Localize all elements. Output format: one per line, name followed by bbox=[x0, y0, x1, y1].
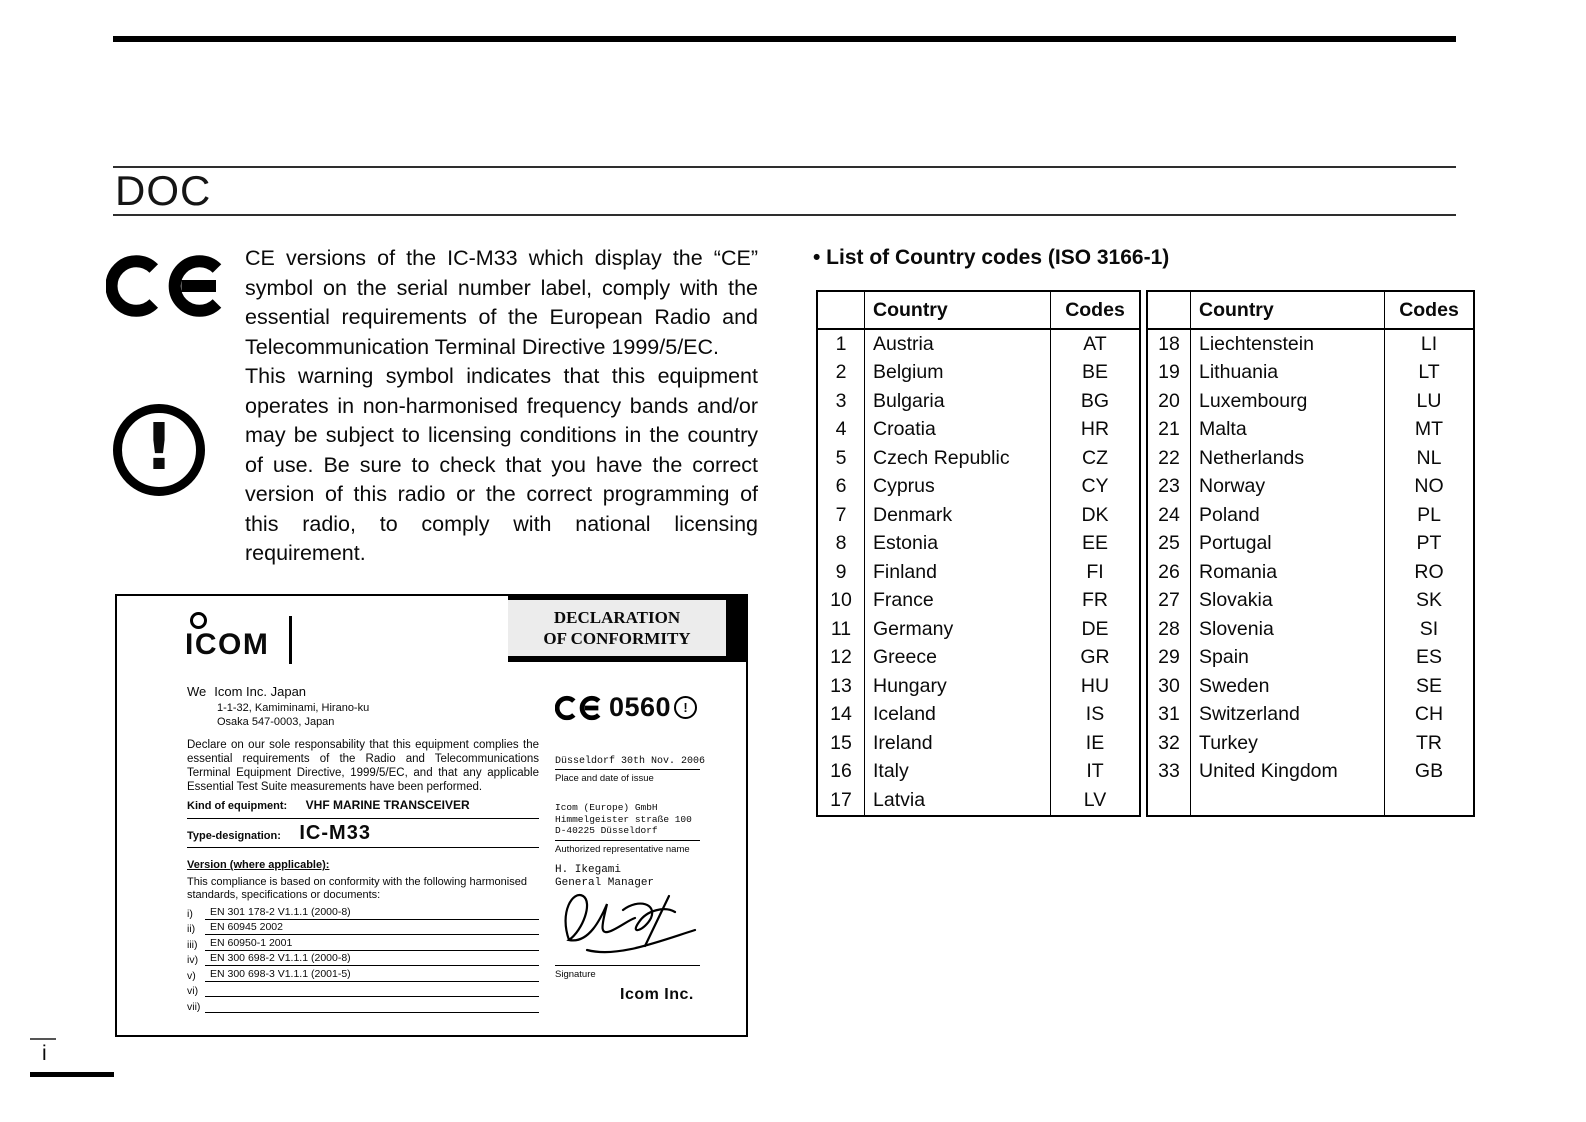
representative-line3: D-40225 Düsseldorf bbox=[555, 825, 658, 836]
type-designation-row bbox=[187, 822, 539, 848]
country-row bbox=[817, 329, 1140, 359]
cell-code: DK bbox=[1081, 503, 1109, 526]
standard-index: iv) bbox=[187, 954, 199, 966]
cell-country: Sweden bbox=[1191, 672, 1385, 701]
cell-code: NL bbox=[1416, 446, 1442, 469]
cell-country: Liechtenstein bbox=[1191, 329, 1385, 359]
cell-code: DE bbox=[1081, 617, 1109, 640]
cell-num: 17 bbox=[830, 788, 852, 811]
standard-text: EN 301 178-2 V1.1.1 (2000-8) bbox=[205, 906, 539, 920]
column-header-num bbox=[817, 291, 865, 329]
cell-country: Italy bbox=[865, 758, 1051, 787]
country-row bbox=[1147, 672, 1474, 701]
cell-code: GR bbox=[1080, 646, 1110, 669]
country-row bbox=[1147, 387, 1474, 416]
standard-text: EN 60950-1 2001 bbox=[205, 937, 539, 951]
country-row bbox=[817, 729, 1140, 758]
country-row bbox=[817, 672, 1140, 701]
type-designation-label: Type-designation: bbox=[187, 830, 281, 842]
icom-logo-ring-icon bbox=[190, 612, 207, 629]
cell-country: Switzerland bbox=[1191, 701, 1385, 730]
standard-index: vii) bbox=[187, 1000, 201, 1013]
cell-country: Czech Republic bbox=[865, 444, 1051, 473]
alert-symbol-icon: ! bbox=[674, 696, 697, 719]
cell-num: 10 bbox=[830, 589, 852, 612]
cell-num: 25 bbox=[1158, 532, 1180, 555]
country-row bbox=[1147, 473, 1474, 502]
declaration-title-banner bbox=[508, 596, 746, 662]
cell-code bbox=[1385, 786, 1475, 816]
cell-code: GB bbox=[1414, 760, 1444, 783]
signer-title: General Manager bbox=[555, 876, 655, 889]
country-row bbox=[817, 701, 1140, 730]
ce-mark-icon bbox=[106, 240, 238, 332]
standard-row bbox=[187, 935, 539, 951]
type-designation-value: IC-M33 bbox=[299, 822, 371, 844]
signature-line bbox=[555, 965, 700, 966]
cell-country: Denmark bbox=[865, 501, 1051, 530]
cell-code: HR bbox=[1080, 418, 1110, 441]
cell-code: AT bbox=[1083, 332, 1107, 355]
column-header-country: Country bbox=[1191, 291, 1385, 329]
cell-num: 6 bbox=[835, 475, 847, 498]
cell-country: Portugal bbox=[1191, 530, 1385, 559]
country-row bbox=[1147, 615, 1474, 644]
cell-country: Finland bbox=[865, 558, 1051, 587]
cell-code: ES bbox=[1415, 646, 1442, 669]
cell-num: 22 bbox=[1158, 446, 1180, 469]
cell-code: PT bbox=[1416, 532, 1442, 555]
cell-code: RO bbox=[1414, 560, 1444, 583]
cell-num: 32 bbox=[1158, 731, 1180, 754]
country-row bbox=[1147, 558, 1474, 587]
issuer-line bbox=[187, 684, 306, 699]
issuer-intro: We bbox=[187, 684, 207, 699]
country-row bbox=[1147, 501, 1474, 530]
standard-row bbox=[187, 966, 539, 982]
country-row bbox=[1147, 329, 1474, 359]
top-rule bbox=[113, 36, 1456, 42]
standards-list bbox=[187, 904, 539, 1013]
cell-num: 19 bbox=[1158, 361, 1180, 384]
cell-country: Cyprus bbox=[865, 473, 1051, 502]
cell-code: MT bbox=[1414, 418, 1444, 441]
standard-row bbox=[187, 920, 539, 936]
cell-num: 11 bbox=[830, 617, 852, 640]
cell-country: Lithuania bbox=[1191, 359, 1385, 388]
cell-num: 29 bbox=[1158, 646, 1180, 669]
section-header bbox=[113, 166, 1456, 216]
column-header-codes: Codes bbox=[1385, 291, 1475, 329]
header-row bbox=[817, 291, 1140, 329]
warning-icon bbox=[113, 404, 205, 496]
icom-logo-text: ICOM bbox=[185, 628, 270, 661]
version-label: Version (where applicable): bbox=[187, 859, 330, 871]
column-header-country: Country bbox=[865, 291, 1051, 329]
declaration-title-line1: DECLARATION bbox=[553, 608, 681, 627]
cell-country: Austria bbox=[865, 329, 1051, 359]
cell-num: 33 bbox=[1158, 760, 1180, 783]
country-table-left bbox=[816, 290, 1141, 817]
representative-block bbox=[555, 802, 700, 841]
cell-country: Romania bbox=[1191, 558, 1385, 587]
cell-country: Greece bbox=[865, 644, 1051, 673]
icom-logo bbox=[185, 612, 303, 666]
standard-index: vi) bbox=[187, 985, 199, 997]
country-row bbox=[1147, 701, 1474, 730]
country-row bbox=[1147, 444, 1474, 473]
icom-logo-bar bbox=[289, 616, 292, 664]
cell-code: LV bbox=[1083, 788, 1107, 811]
standard-text: EN 300 698-3 V1.1.1 (2001-5) bbox=[205, 968, 539, 982]
footer-rule bbox=[30, 1072, 114, 1077]
signature-scribble bbox=[553, 880, 705, 964]
footer-tick bbox=[30, 1038, 56, 1040]
representative-line1: Icom (Europe) GmbH bbox=[555, 802, 658, 813]
standard-text bbox=[205, 995, 539, 997]
page-number: i bbox=[42, 1042, 47, 1065]
cell-code: PL bbox=[1417, 503, 1441, 526]
standard-index: v) bbox=[187, 969, 196, 982]
cell-num: 26 bbox=[1158, 560, 1180, 583]
ce-paragraph: CE versions of the IC-M33 which display the “CE” symbol on the serial number label, comply with the essential requirements of the European Radio and Telecommunication Terminal Directive 1999/5/EC. bbox=[245, 246, 758, 359]
country-row bbox=[817, 416, 1140, 445]
issuer-address bbox=[217, 702, 369, 729]
cell-num: 2 bbox=[835, 361, 847, 384]
cell-num: 24 bbox=[1158, 503, 1180, 526]
representative-line2: Himmelgeister straße 100 bbox=[555, 813, 692, 825]
cell-code: NO bbox=[1414, 475, 1444, 498]
kind-of-equipment-label: Kind of equipment: bbox=[187, 800, 288, 812]
cell-num: 4 bbox=[835, 418, 847, 441]
declaration-statement: Declare on our sole responsability that this equipment complies the essential requirements of the Radio and Telecommunications Terminal Equipment Directive, 1999/5/EC, and that any applicable Essential Test Suite measurements have been performed. bbox=[187, 739, 539, 793]
cell-code: TR bbox=[1416, 731, 1442, 754]
cell-country: Luxembourg bbox=[1191, 387, 1385, 416]
cell-country: Ireland bbox=[865, 729, 1051, 758]
cell-code: EE bbox=[1081, 532, 1108, 555]
cell-country bbox=[1191, 786, 1385, 816]
cell-code: SK bbox=[1415, 589, 1442, 612]
cell-country: Hungary bbox=[865, 672, 1051, 701]
country-row bbox=[817, 558, 1140, 587]
declaration-document bbox=[115, 594, 748, 1037]
cell-num: 8 bbox=[835, 532, 847, 555]
representative-label: Authorized representative name bbox=[555, 844, 690, 855]
country-row bbox=[817, 587, 1140, 616]
cell-num bbox=[1147, 786, 1191, 816]
cell-num: 9 bbox=[835, 560, 847, 583]
standard-text: EN 60945 2002 bbox=[205, 921, 539, 935]
cell-code: CZ bbox=[1082, 446, 1108, 469]
cell-num: 20 bbox=[1158, 389, 1180, 412]
cell-code: LT bbox=[1418, 361, 1440, 384]
place-and-date-label: Place and date of issue bbox=[555, 773, 654, 784]
country-codes-table bbox=[816, 290, 1475, 817]
cell-country: Latvia bbox=[865, 786, 1051, 816]
cell-country: United Kingdom bbox=[1191, 758, 1385, 787]
cell-country: Belgium bbox=[865, 359, 1051, 388]
cell-num: 12 bbox=[830, 646, 852, 669]
cell-code: HU bbox=[1080, 674, 1110, 697]
cell-num: 1 bbox=[835, 332, 847, 355]
standard-index: ii) bbox=[187, 923, 196, 935]
country-row bbox=[817, 644, 1140, 673]
cell-country: Croatia bbox=[865, 416, 1051, 445]
warning-paragraph: This warning symbol indicates that this equipment operates in non-harmonised frequency bands and/or may be subject to licensing conditions in the country of use. Be sure to check that you have the correct version of this radio or the correct programming of this radio, to comply with national licensing requirement. bbox=[245, 364, 758, 565]
cell-num: 5 bbox=[835, 446, 847, 469]
country-row bbox=[1147, 786, 1474, 816]
cell-country: Slovakia bbox=[1191, 587, 1385, 616]
ce-mark-small-icon bbox=[555, 695, 607, 721]
kind-of-equipment-value: VHF MARINE TRANSCEIVER bbox=[305, 798, 470, 812]
cell-code: FR bbox=[1082, 589, 1108, 612]
country-row bbox=[817, 758, 1140, 787]
country-row bbox=[817, 473, 1140, 502]
cell-country: Malta bbox=[1191, 416, 1385, 445]
cell-country: Iceland bbox=[865, 701, 1051, 730]
cell-num: 27 bbox=[1158, 589, 1180, 612]
standard-row bbox=[187, 982, 539, 998]
cell-country: Slovenia bbox=[1191, 615, 1385, 644]
icom-inc-mark: Icom Inc. bbox=[620, 986, 694, 1003]
country-codes-heading: • List of Country codes (ISO 3166-1) bbox=[813, 246, 1170, 269]
cell-country: Spain bbox=[1191, 644, 1385, 673]
cell-code: LI bbox=[1420, 332, 1438, 355]
place-and-date: Düsseldorf 30th Nov. 2006 bbox=[555, 756, 700, 770]
cell-code: BE bbox=[1081, 361, 1108, 384]
cell-code: IT bbox=[1086, 760, 1104, 783]
country-row bbox=[1147, 359, 1474, 388]
country-row bbox=[1147, 416, 1474, 445]
notified-body-number: 0560 bbox=[609, 692, 672, 722]
column-header-codes: Codes bbox=[1051, 291, 1141, 329]
cell-num: 18 bbox=[1158, 332, 1180, 355]
standard-row bbox=[187, 951, 539, 967]
cell-country: Germany bbox=[865, 615, 1051, 644]
declaration-title bbox=[508, 600, 726, 656]
cell-country: Turkey bbox=[1191, 729, 1385, 758]
cell-code: LU bbox=[1416, 389, 1442, 412]
country-row bbox=[817, 530, 1140, 559]
issuer-name: Icom Inc. Japan bbox=[214, 684, 307, 699]
declaration-title-line2: OF CONFORMITY bbox=[543, 629, 691, 648]
signature-label: Signature bbox=[555, 969, 596, 980]
country-row bbox=[1147, 758, 1474, 787]
cell-num: 23 bbox=[1158, 475, 1180, 498]
cell-num: 16 bbox=[830, 760, 852, 783]
cell-code: BG bbox=[1080, 389, 1110, 412]
country-row bbox=[1147, 587, 1474, 616]
cell-country: Poland bbox=[1191, 501, 1385, 530]
cell-num: 21 bbox=[1158, 418, 1180, 441]
country-table-right bbox=[1146, 290, 1475, 817]
country-row bbox=[817, 501, 1140, 530]
cell-code: SE bbox=[1415, 674, 1442, 697]
cell-code: IS bbox=[1085, 703, 1105, 726]
cell-code: IE bbox=[1085, 731, 1105, 754]
cell-num: 7 bbox=[835, 503, 847, 526]
cell-code: SI bbox=[1419, 617, 1439, 640]
country-row bbox=[1147, 644, 1474, 673]
page-title: DOC bbox=[115, 167, 212, 214]
compliance-intro: This compliance is based on conformity with the following harmonised standards, specifications or documents: bbox=[187, 876, 527, 901]
header-row bbox=[1147, 291, 1474, 329]
cell-code: FI bbox=[1086, 560, 1104, 583]
standard-index: iii) bbox=[187, 938, 198, 951]
issuer-address-line1: 1-1-32, Kamiminami, Hirano-ku bbox=[217, 702, 370, 714]
country-row bbox=[1147, 729, 1474, 758]
cell-num: 31 bbox=[1158, 703, 1180, 726]
country-row bbox=[817, 444, 1140, 473]
cell-country: Bulgaria bbox=[865, 387, 1051, 416]
cell-country: France bbox=[865, 587, 1051, 616]
cell-num: 14 bbox=[830, 703, 852, 726]
standard-index: i) bbox=[187, 907, 193, 920]
country-row bbox=[817, 387, 1140, 416]
standard-row bbox=[187, 997, 539, 1013]
cell-num: 30 bbox=[1158, 674, 1180, 697]
country-row bbox=[817, 359, 1140, 388]
cell-country: Netherlands bbox=[1191, 444, 1385, 473]
country-row bbox=[817, 615, 1140, 644]
cell-code: CY bbox=[1081, 475, 1109, 498]
cell-num: 28 bbox=[1158, 617, 1180, 640]
warning-exclamation: ! bbox=[144, 410, 174, 485]
standard-row bbox=[187, 904, 539, 920]
intro-text bbox=[245, 244, 758, 569]
column-header-num bbox=[1147, 291, 1191, 329]
ce-approval-mark bbox=[555, 692, 697, 723]
country-row bbox=[1147, 530, 1474, 559]
issuer-address-line2: Osaka 547-0003, Japan bbox=[217, 715, 335, 728]
kind-of-equipment-row bbox=[187, 796, 539, 819]
cell-num: 3 bbox=[835, 389, 847, 412]
cell-country: Norway bbox=[1191, 473, 1385, 502]
cell-num: 13 bbox=[830, 674, 852, 697]
country-row bbox=[817, 786, 1140, 816]
cell-num: 15 bbox=[830, 731, 852, 754]
cell-code: CH bbox=[1414, 703, 1444, 726]
standard-text bbox=[205, 1011, 539, 1013]
signer-name: H. Ikegami bbox=[555, 864, 622, 876]
standard-text: EN 300 698-2 V1.1.1 (2000-8) bbox=[205, 952, 539, 966]
cell-country: Estonia bbox=[865, 530, 1051, 559]
